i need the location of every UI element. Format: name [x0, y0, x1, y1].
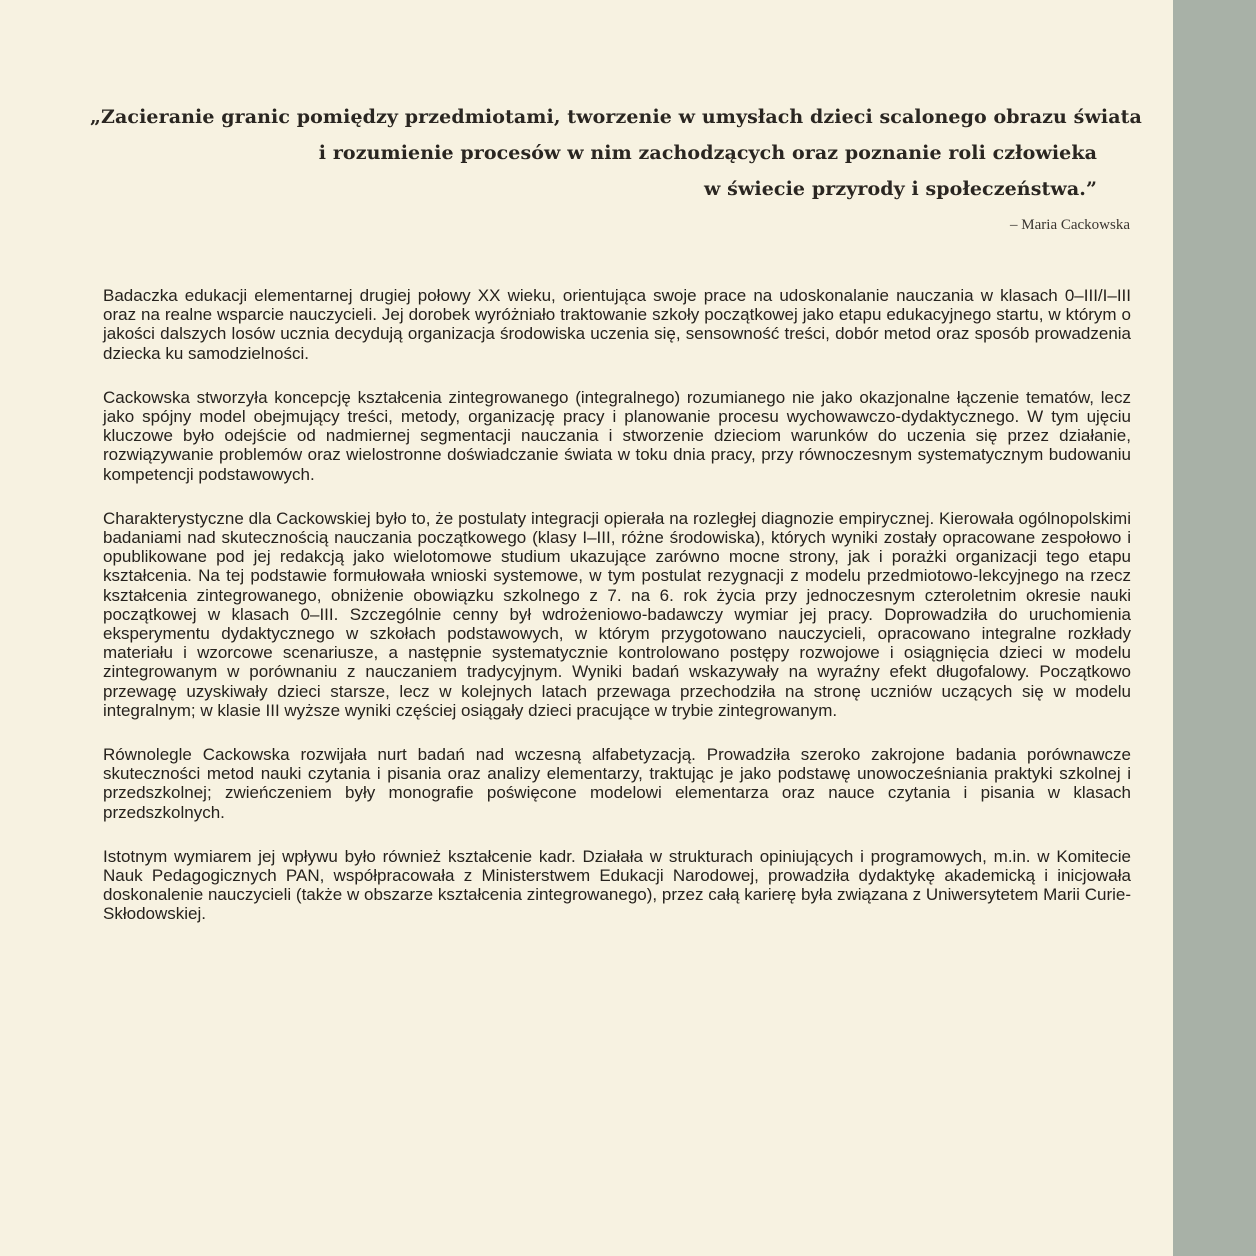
- quote-block: [90, 99, 1142, 207]
- paragraph-5: Istotnym wymiarem jej wpływu było również kształcenie kadr. Działała w strukturach opiniujących i programowych, m.in. w Komitecie Nauk Pedagogicznych PAN, współpracowała z Ministerstwem Edukacji Narodowej, prowadziła dydaktykę akademicką i inicjowała doskonalenie nauczycieli (także w obszarze kształcenia zintegrowanego), przez całą karierę była związana z Uniwersytetem Marii Curie-Skłodowskiej.: [103, 846, 1131, 924]
- paragraph-1: Badaczka edukacji elementarnej drugiej połowy XX wieku, orientująca swoje prace na udoskonalanie nauczania w klasach 0–III/I–III oraz na realne wsparcie nauczycieli. Jej dorobek wyróżniało traktowanie szkoły początkowej jako etapu edukacyjnego startu, w którym o jakości dalszych losów ucznia decydują organizacja środowiska uczenia się, sensowność treści, dobór metod oraz sposób prowadzenia dziecka ku samodzielności.: [103, 286, 1131, 363]
- article-body: [103, 286, 1131, 949]
- side-color-strip: [1173, 0, 1256, 1256]
- quote-line-2: i rozumienie procesów w nim zachodzących oraz poznanie roli człowieka: [318, 142, 1097, 164]
- quote-author: – Maria Cackowska: [1010, 217, 1130, 233]
- quote-line-3: w świecie przyrody i społeczeństwa.”: [704, 178, 1097, 200]
- quote-line-1: „Zacieranie granic pomiędzy przedmiotami, tworzenie w umysłach dzieci scalonego obrazu świata: [90, 106, 1142, 128]
- paragraph-2: Cackowska stworzyła koncepcję kształcenia zintegrowanego (integralnego) rozumianego nie jako okazjonalne łączenie tematów, lecz jako spójny model obejmujący treści, metody, organizację pracy i planowanie procesu wychowawczo-dydaktycznego. W tym ujęciu kluczowe było odejście od nadmiernej segmentacji nauczania i stworzenie dzieciom warunków do uczenia się przez działanie, rozwiązywanie problemów oraz wielostronne doświadczanie świata w toku dnia pracy, przy równoczesnym systematycznym budowaniu kompetencji podstawowych.: [103, 387, 1131, 484]
- paragraph-3: Charakterystyczne dla Cackowskiej było to, że postulaty integracji opierała na rozległej diagnozie empirycznej. Kierowała ogólnopolskimi badaniami nad skutecznością nauczania początkowego (klasy I–III, różne środowiska), których wyniki zostały opracowane zespołowo i opublikowane pod jej redakcją jako wielotomowe studium ukazujące zarówno mocne strony, jak i porażki organizacji tego etapu kształcenia. Na tej podstawie formułowała wnioski systemowe, w tym postulat rezygnacji z modelu przedmiotowo-lekcyjnego na rzecz kształcenia zintegrowanego, obniżenie obowiązku szkolnego z 7. na 6. rok życia przy jednoczesnym czteroletnim okresie nauki początkowej w klasach 0–III. Szczególnie cenny był wdrożeniowo-badawczy wymiar jej pracy. Doprowadziła do uruchomienia eksperymentu dydaktycznego w szkołach podstawowych, w którym przygotowano nauczycieli, opracowano integralne rozkłady materiału i wzorcowe scenariusze, a następnie systematycznie kontrolowano postępy rozwojowe i osiągnięcia dzieci w modelu zintegrowanym w porównaniu z nauczaniem tradycyjnym. Wyniki badań wskazywały na wyraźny efekt długofalowy. Początkowo przewagę uzyskiwały dzieci starsze, lecz w kolejnych latach przewaga przechodziła na stronę uczniów uczących się w modelu integralnym; w klasie III wyższe wyniki częściej osiągały dzieci pracujące w trybie zintegrowanym.: [103, 508, 1131, 720]
- paragraph-4: Równolegle Cackowska rozwijała nurt badań nad wczesną alfabetyzacją. Prowadziła szeroko zakrojone badania porównawcze skuteczności metod nauki czytania i pisania oraz analizy elementarzy, traktując je jako podstawę unowocześniania praktyki szkolnej i przedszkolnej; zwieńczeniem były monografie poświęcone modelowi elementarza oraz nauce czytania i pisania w klasach przedszkolnych.: [103, 745, 1131, 822]
